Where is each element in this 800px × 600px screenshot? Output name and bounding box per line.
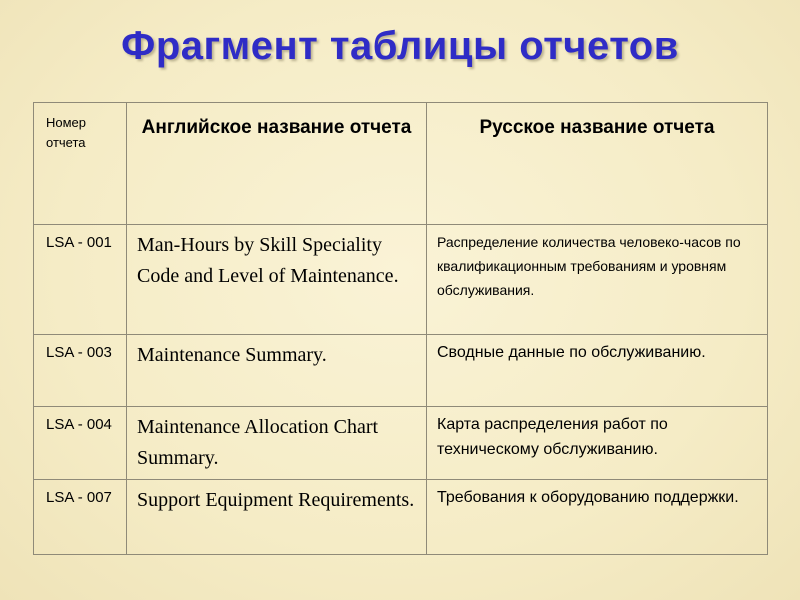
header-english-label: Английское название отчета: [141, 117, 412, 138]
row-english-name: Support Equipment Requirements.: [137, 489, 415, 511]
row-russian-name: Карта распределения работ по техническому обслуживанию.: [437, 416, 668, 458]
row-number-cell: [34, 407, 127, 480]
header-number-label: Номер отчета: [46, 115, 87, 150]
row-russian-cell: [427, 480, 768, 555]
row-number-cell: [34, 480, 127, 555]
row-russian-name: Сводные данные по обслуживанию.: [437, 344, 706, 361]
row-english-name: Maintenance Summary.: [137, 344, 327, 366]
row-russian-cell: [427, 335, 768, 407]
row-english-name: Man-Hours by Skill Speciality Code and Level of Maintenance.: [137, 234, 399, 287]
row-english-cell: [127, 335, 427, 407]
reports-table: [33, 102, 768, 555]
header-russian: [427, 103, 768, 225]
table-row: [34, 225, 768, 335]
table-row: [34, 407, 768, 480]
row-number: LSA - 003: [46, 344, 112, 361]
row-russian-name: Распределение количества человеко-часов по квалификационным требованиям и уровням обслуживания.: [437, 234, 741, 298]
row-number-cell: [34, 225, 127, 335]
table-row: [34, 335, 768, 407]
page-title: Фрагмент таблицы отчетов: [121, 24, 679, 68]
row-english-cell: [127, 480, 427, 555]
row-number: LSA - 001: [46, 234, 112, 251]
row-english-cell: [127, 225, 427, 335]
row-english-cell: [127, 407, 427, 480]
row-english-name: Maintenance Allocation Chart Summary.: [137, 416, 379, 469]
row-russian-cell: [427, 407, 768, 480]
table-header-row: [34, 103, 768, 225]
header-russian-label: Русское название отчета: [479, 117, 715, 138]
row-number: LSA - 007: [46, 489, 112, 506]
header-english: [127, 103, 427, 225]
header-number: [34, 103, 127, 225]
table-row: [34, 480, 768, 555]
row-number: LSA - 004: [46, 416, 112, 433]
row-russian-name: Требования к оборудованию поддержки.: [437, 489, 739, 506]
row-number-cell: [34, 335, 127, 407]
row-russian-cell: [427, 225, 768, 335]
